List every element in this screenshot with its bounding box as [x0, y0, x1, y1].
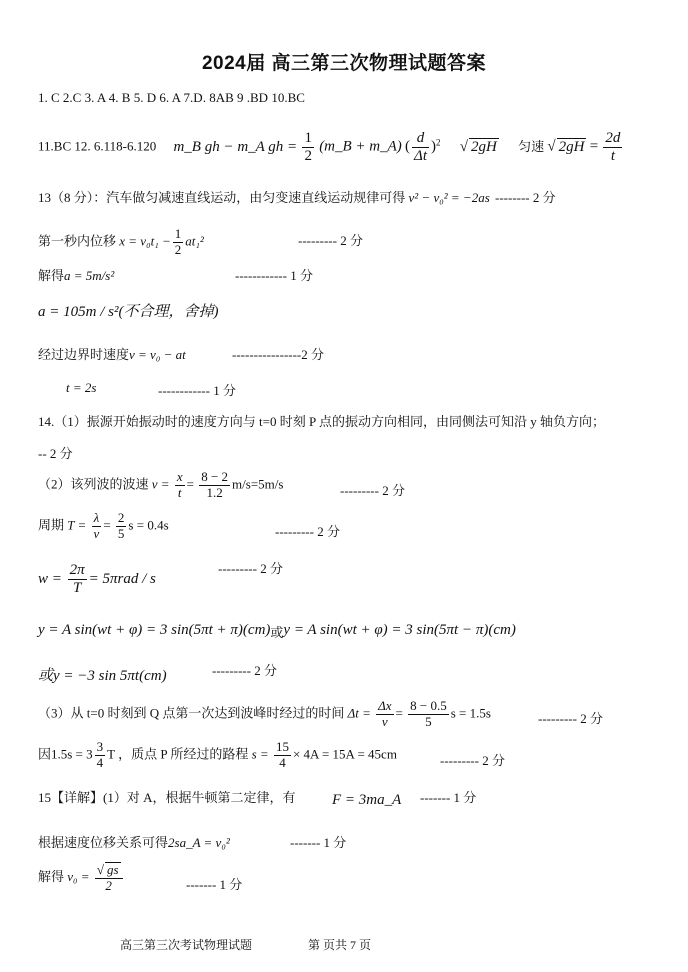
q13-line6-points: ------------ 1 分 [158, 383, 236, 398]
q13-line3-points: ------------ 1 分 [235, 268, 313, 283]
q15-part1: 15【详解】(1）对 A，根据牛顿第二定律，有 [38, 790, 296, 805]
sqrt-2gh-2: 2gH [558, 138, 585, 155]
footer-page-number: 第 页共 7 页 [308, 938, 372, 952]
q14-part1: 14.（1）振源开始振动时的速度方向与 t=0 时刻 P 点的振动方向相同，由同侧法可知沿 y 轴负方向； [38, 414, 605, 429]
q15-part3-points: ------- 1 分 [186, 877, 243, 892]
q14-part1-points: -- 2 分 [38, 446, 73, 461]
q13-line5-points: ----------------2 分 [232, 347, 325, 362]
q14-period-points: --------- 2 分 [275, 524, 340, 539]
q14-path-length: 因1.5s = 3 $\frac{3}{4}$ T ，质点 P 所经过的路程 s = $\frac{15}{4}$ × 4A = 15A = 45cm [38, 739, 397, 770]
uniform-label: 匀速 [518, 138, 545, 154]
velocity-fraction: $\frac{d}{\Delta t}$ [414, 130, 428, 165]
q13-line4: a = 105m / s²(不合理，舍掉) [38, 304, 219, 320]
q13-line2-points: --------- 2 分 [298, 233, 363, 248]
mass-sum: (m_B + m_A) [319, 138, 402, 155]
q14-angular-points: --------- 2 分 [218, 561, 283, 576]
footer-exam-title: 高三第三次考试物理试题 [120, 938, 253, 952]
q14-part2: （2）该列波的波速 v = $\frac{x}{t}$ = $\frac{8 - 2}{1.2}$ m/s=5m/s [38, 469, 284, 500]
q14-wave-points: --------- 2 分 [212, 663, 277, 678]
q14-path-points: --------- 2 分 [440, 753, 505, 768]
kinematics-equation: v² − v₀² = −2as [408, 190, 490, 205]
energy-equation-left: m_B gh − m_A gh = [173, 138, 298, 155]
q14-part3: （3）从 t=0 时刻到 Q 点第一次达到波峰时经过的时间 Δt = $\frac{\Delta x}{v}$ = $\frac{8 - 0.5}{5}$ s = 1.5s [38, 698, 491, 729]
q15-part2: 根据速度位移关系可得2sa_A = v₀² [38, 835, 230, 850]
q15-part3: 解得 v₀ = $\frac{√ gs}{2}$ [38, 862, 125, 894]
q14-wave-equation-alt: 或y = −3 sin 5πt(cm) [38, 668, 167, 684]
q13-line1: 13（8 分）：汽车做匀减速直线运动，由匀变速直线运动规律可得 v² − v₀² = −2as -------- 2 分 [38, 190, 556, 205]
half-fraction: $\frac{1}{2}$ [304, 130, 312, 165]
q14-angular-frequency: w = $\frac{2\pi}{T}$ = 5πrad / s [38, 562, 156, 597]
q15-part2-points: ------- 1 分 [290, 835, 347, 850]
q14-period: 周期 T = $\frac{\lambda}{v}$ = $\frac{2}{5}$ s = 0.4s [38, 510, 169, 541]
page-title: 2024届 高三第三次物理试题答案 [201, 53, 487, 74]
q13-line3: 解得a = 5m/s² [38, 268, 115, 283]
q14-part3-points: --------- 2 分 [538, 711, 603, 726]
q13-line2: 第一秒内位移 x = v₀t₁ − $\frac{1}{2}$ at₁² [38, 226, 204, 257]
q11-12-label: 11.BC 12. 6.118-6.120 [38, 138, 157, 154]
rhs-fraction: $\frac{2d}{t}$ [605, 130, 621, 165]
q15-newton-equation: F = 3ma_A [332, 792, 402, 808]
q14-wave-equation: y = A sin(wt + φ) = 3 sin(5πt + π)(cm)或y = A sin(wt + φ) = 3 sin(5πt − π)(cm) [38, 622, 516, 640]
sqrt-2gh: 2gH [471, 138, 497, 155]
q11-12-line: 11.BC 12. 6.118-6.120 m_B gh − m_A gh = $\frac{1}{2}$ (m_B + m_A) ( $\frac{d}{\Delta t}$ )$^2$ √ 2gH 匀速 √ 2gH = $\frac{2d}{t}$ [38, 130, 621, 165]
q13-line5: 经过边界时速度v = v₀ − at [38, 347, 186, 362]
q15-part1-points: ------- 1 分 [420, 790, 477, 805]
multiple-choice-answers: 1. C 2.C 3. A 4. B 5. D 6. A 7.D. 8AB 9 .BD 10.BC [38, 90, 305, 105]
q14-part2-points: --------- 2 分 [340, 483, 405, 498]
q13-line6: t = 2s [66, 380, 97, 395]
